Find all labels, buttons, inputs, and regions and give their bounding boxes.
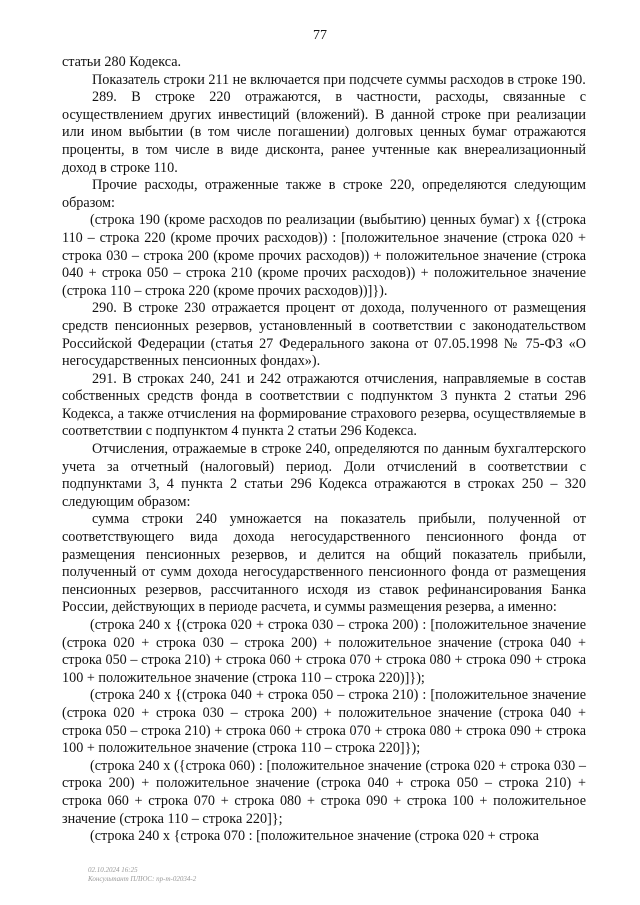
- paragraph: Показатель строки 211 не включается при подсчете суммы расходов в строке 190.: [92, 71, 586, 88]
- paragraph: Отчисления, отражаемые в строке 240, определяются по данным бухгалтерского учета за отчетный (налоговый) период. Доли отчислений в соответствии с подпунктами 3, 4 пункта 2 статьи 296 Кодекса отражаются в строках 250 – 320 следующим образом:: [62, 441, 586, 510]
- paragraph: сумма строки 240 умножается на показатель прибыли, полученной от соответствующего вида дохода негосударственного пенсионного фонда от размещения пенсионных резервов, и делится на общий показатель прибыли, полученный от сумм дохода негосударственного пенсионного фонда от размещения пенсионных резервов, рассчитанного исходя из ставок рефинансирования Банка России, действующих в периоде расчета, и суммы размещения резерва, а именно:: [62, 511, 586, 616]
- document-body: [62, 54, 586, 846]
- document-stamp: [88, 866, 196, 884]
- formula-paragraph: (строка 190 (кроме расходов по реализации (выбытию) ценных бумаг) x {(строка 110 – строка 220 (кроме прочих расходов)) : [положительное значение (строка 020 + строка 030 – строка 200 (кроме прочих расходов)) + положительное значение (строка 040 + строка 050 – строка 210 (кроме прочих расходов)) + положительное значение (строка 110 – строка 220 (кроме прочих расходов))]}).: [62, 212, 586, 299]
- paragraph: 291. В строках 240, 241 и 242 отражаются отчисления, направляемые в состав собственных средств фонда в соответствии с подпунктом 3 пункта 2 статьи 296 Кодекса, а также отчисления на формирование страхового резерва, осуществляемые в соответствии с подпунктом 4 пункта 2 статьи 296 Кодекса.: [62, 370, 586, 440]
- paragraph: статьи 280 Кодекса.: [62, 54, 182, 70]
- formula-paragraph: (строка 240 x {(строка 020 + строка 030 – строка 200) : [положительное значение (строка 020 + строка 030 – строка 200) + положительное значение (строка 040 + строка 050 – строка 210) + строка 060 + строка 070 + строка 080 + строка 090 + строка 100 + положительное значение (строка 110 – строка 220)]});: [62, 617, 586, 686]
- stamp-line: Консультант ПЛЮС: пр-т-02034-2: [88, 875, 197, 883]
- formula-paragraph: (строка 240 x {(строка 040 + строка 050 – строка 210) : [положительное значение (строка 020 + строка 030 – строка 200) + положительное значение (строка 040 + строка 050 – строка 210) + строка 060 + строка 070 + строка 080 + строка 090 + строка 100 + положительное значение (строка 110 – строка 220]});: [62, 687, 586, 757]
- page-number: 77: [313, 28, 327, 43]
- stamp-line: 02.10.2024 16:25: [88, 866, 138, 874]
- paragraph: 289. В строке 220 отражаются, в частности, расходы, связанные с осуществлением других инвестиций (вложений). В данной строке при реализации или ином выбытии (в том числе погашении) долговых ценных бумаг отражаются проценты, в том числе в виде дисконта, ранее учтенные как внереализационный доход в строке 110.: [62, 89, 586, 176]
- paragraph: Прочие расходы, отраженные также в строке 220, определяются следующим образом:: [62, 177, 586, 211]
- formula-paragraph: (строка 240 x {строка 070 : [положительное значение (строка 020 + строка: [90, 828, 539, 845]
- paragraph: 290. В строке 230 отражается процент от дохода, полученного от размещения средств пенсионных резервов, установленный в соответствии с законодательством Российской Федерации (статья 27 Федерального закона от 07.05.1998 № 75-ФЗ «О негосударственных пенсионных фондах»).: [62, 300, 586, 370]
- formula-paragraph: (строка 240 x ({строка 060) : [положительное значение (строка 020 + строка 030 – строка 200) + положительное значение (строка 040 + строка 050 – строка 210) + строка 060 + строка 070 + строка 080 + строка 090 + строка 100 + положительное значение (строка 110 – строка 220]};: [62, 757, 586, 827]
